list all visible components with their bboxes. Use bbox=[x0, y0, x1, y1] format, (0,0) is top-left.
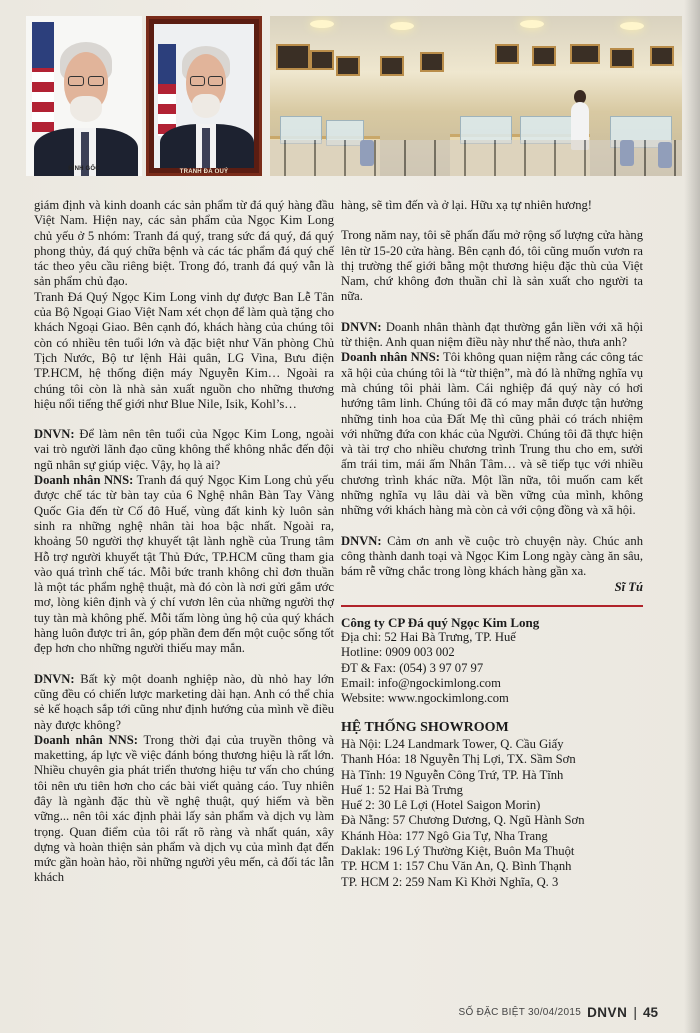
page-footer bbox=[398, 1003, 658, 1021]
interview-closing: DNVN: Cảm ơn anh về cuộc trò chuyện này. Chúc anh công thành danh toại và Ngọc Kim Long ngày càng ăn sâu, bám rễ vững chắc trong lòng khách hàng gần xa. bbox=[341, 533, 643, 579]
showroom-item: Đà Nẵng: 57 Chương Dương, Q. Ngũ Hành Sơn bbox=[341, 813, 585, 828]
showroom-item: Daklak: 196 Lý Thường Kiệt, Buôn Ma Thuột bbox=[341, 843, 575, 858]
company-phone-fax: ĐT & Fax: (054) 3 97 07 97 bbox=[341, 660, 484, 675]
author-signature: Sĩ Tú bbox=[614, 579, 643, 594]
article-right-column bbox=[341, 198, 643, 890]
showroom-item: Thanh Hóa: 18 Nguyễn Thị Lợi, TX. Sầm Sơn bbox=[341, 752, 576, 767]
flag-graphic bbox=[32, 22, 54, 132]
showroom-item: Hà Tĩnh: 19 Nguyễn Công Trứ, TP. Hà Tĩnh bbox=[341, 767, 564, 782]
interviewer-label: DNVN: bbox=[34, 427, 75, 442]
showroom-interior-photo bbox=[270, 16, 682, 176]
article-paragraph: Tranh Đá Quý Ngọc Kim Long vinh dự được Ban Lễ Tân của Bộ Ngoại Giao Việt Nam xét chọn để làm quà tặng cho khách Ngoại Giao. Bên cạnh đó, khách hàng của chúng tôi còn có nhiều tên tuổi lớn và đặc biệt như Văn phòng Chủ Tịch Nước, Bộ tư lệnh Hải quân, LG Vina, Bưu điện TP.HCM, hệ thống điện máy Nguyễn Kim… Ngoài ra chúng tôi còn là nhà sản xuất nguồn cho những thương hiệu nổi tiếng thế giới như Blue Nile, Isik, Kohl’s… bbox=[34, 289, 334, 411]
interviewer-label: DNVN: bbox=[341, 533, 382, 548]
section-divider bbox=[341, 605, 643, 607]
gemstone-painting-photo bbox=[146, 16, 262, 176]
article-paragraph: hàng, sẽ tìm đến và ở lại. Hữu xạ tự nhiên hương! bbox=[341, 198, 592, 212]
interviewer-label: DNVN: bbox=[341, 319, 382, 334]
showroom-list-title: HỆ THỐNG SHOWROOM bbox=[341, 719, 509, 735]
article-left-column bbox=[34, 198, 334, 886]
showroom-list bbox=[341, 737, 643, 890]
interviewee-label: Doanh nhân NNS: bbox=[34, 473, 134, 488]
company-website: Website: www.ngockimlong.com bbox=[341, 691, 509, 706]
article-paragraph: Trong năm nay, tôi sẽ phấn đấu mở rộng số lượng cửa hàng lên từ 15-20 cửa hàng. Bên cạnh đó, tôi cũng muốn vươn ra thị trường thế giới bằng một thương hiệu đặc thù của Việt Nam, chứ không đơn thuần chỉ là sản xuất cho người ta nữa. bbox=[341, 228, 643, 304]
original-portrait-photo bbox=[26, 16, 142, 176]
company-email: Email: info@ngockimlong.com bbox=[341, 676, 501, 691]
showroom-item: Huế 1: 52 Hai Bà Trưng bbox=[341, 782, 463, 797]
showroom-item: Khánh Hòa: 177 Ngô Gia Tự, Nha Trang bbox=[341, 828, 548, 843]
interviewee-label: Doanh nhân NNS: bbox=[34, 732, 138, 747]
article-paragraph: giám định và kinh doanh các sản phẩm từ đá quý hàng đầu Việt Nam. Hiện nay, các sản phẩm của Ngọc Kim Long chủ yếu ở 5 nhóm: Tranh đá quý, trang sức đá quý, đá quý phong thủy, đá quý chữa bệnh và các tác phẩm đá quý chế tác theo yêu cầu riêng biệt. Trong đó, tranh đá quý vẫn là sản phẩm chủ đạo. bbox=[34, 198, 334, 289]
showroom-item: Huế 2: 30 Lê Lợi (Hotel Saigon Morin) bbox=[341, 798, 541, 813]
interview-question: DNVN: Bất kỳ một doanh nghiệp nào, dù nhỏ hay lớn cũng đều có chiến lược marketing dài hạn. Anh có thể chia sẻ kế hoạch sắp tới cũng như định hướng của mình về điều này được không? bbox=[34, 671, 334, 732]
page-number: 45 bbox=[642, 1004, 658, 1020]
interview-question: DNVN: Để làm nên tên tuổi của Ngọc Kim Long, ngoài vai trò người lãnh đạo cũng không thể không nhắc đến đội ngũ nhân sự giúp việc. Vậy, họ là ai? bbox=[34, 427, 334, 472]
company-address: Địa chỉ: 52 Hai Bà Trưng, TP. Huế bbox=[341, 630, 516, 645]
company-name: Công ty CP Đá quý Ngọc Kim Long bbox=[341, 614, 540, 630]
showroom-item: TP. HCM 2: 259 Nam Kì Khởi Nghĩa, Q. 3 bbox=[341, 874, 559, 889]
interview-question: DNVN: Doanh nhân thành đạt thường gắn liền với xã hội từ thiện. Anh quan niệm điều này như thế nào, thưa anh? bbox=[341, 319, 643, 350]
interview-answer: Doanh nhân NNS: Tranh đá quý Ngọc Kim Long chủ yếu được chế tác từ bàn tay của 6 Nghệ nhân Bàn Tay Vàng Quốc Gia đến từ Cố đô Huế, vùng đất kinh kỳ luôn sản sinh ra những nghệ nhân tài hoa bậc nhất. Ngoài ra, khoảng 50 người thợ khuyết tật lành nghề của Trung tâm Hỗ trợ người khuyết tật Thủ Đức, TP.HCM cũng tham gia vào quá trình chế tác. Mỗi bức tranh không chỉ đơn thuần là một tác phẩm nghệ thuật, mà đó còn là nơi gửi gắm ước mơ, lòng kiên định và ý chí vươn lên của những người thợ tuy tàn mà không phế. Mỗi tấm lòng ủng hộ của quý khách hàng luôn được tri ân, góp phần đem đến một cuộc sống tốt đẹp hơn cho những người thiếu may mắn. bbox=[34, 473, 334, 656]
interview-answer: Doanh nhân NNS: Tôi không quan niệm rằng các công tác xã hội của chúng tôi là “từ thiện”, mà đó là những nghĩa vụ mà chúng tôi phải làm. Cái nghiệp đá quý này có hơi hướng tâm linh. Chúng tôi đã có may mắn được tận hưởng những tinh hoa của Đất Mẹ thì cũng phải có trách nhiệm với những đứa con khác của Người. Chúng tôi đã thực hiện và tài trợ cho nhiều chương trình Trung thu cho em, sưởi ấm trái tim, mái ấm Nhân Tâm… và sẽ tiếp tục với nhiều chương trình khác nữa. Một lần nữa, tôi muốn cam kết những nghĩa vụ lâu dài và bền vững của mình, không những với khách hàng mà còn cả với cộng đồng và xã hội. bbox=[341, 350, 643, 518]
caption-original: HÌNH GỐC bbox=[68, 166, 100, 172]
interview-answer: Doanh nhân NNS: Trong thời đại của truyền thông và maketting, áp lực về việc đánh bóng thương hiệu là rất lớn. Nhiều chuyên gia phát triển thương hiệu tư vấn cho chúng tôi nên ưu tiên hơn cho các bài viết quảng cáo. Tuy nhiên đây là ngành đặc thù về nghệ thuật, quý hiếm và bền vững... nên tôi xác định phải lấy sản phẩm và dịch vụ làm trọng. Quan điểm của tôi rất rõ ràng và nhất quán, xây dựng và hoàn thiện sản phẩm và dịch vụ của mình đạt đến mức gần hoàn hảo, rồi những người yêu mến, cả đối tác lẫn khách bbox=[34, 732, 334, 885]
footer-separator: | bbox=[633, 1004, 637, 1020]
magazine-name: DNVN bbox=[587, 1004, 628, 1020]
issue-date: SỐ ĐẶC BIỆT 30/04/2015 bbox=[458, 1006, 582, 1018]
interviewer-label: DNVN: bbox=[34, 671, 75, 686]
showroom-item: Hà Nội: L24 Landmark Tower, Q. Cầu Giấy bbox=[341, 736, 564, 751]
interviewee-label: Doanh nhân NNS: bbox=[341, 350, 440, 365]
contact-box bbox=[341, 615, 643, 707]
showroom-item: TP. HCM 1: 157 Chu Văn An, Q. Bình Thạnh bbox=[341, 859, 572, 874]
company-hotline: Hotline: 0909 003 002 bbox=[341, 645, 455, 660]
caption-painting: TRANH ĐÁ QUÝ bbox=[179, 169, 229, 175]
page-edge-shadow bbox=[684, 0, 700, 1033]
